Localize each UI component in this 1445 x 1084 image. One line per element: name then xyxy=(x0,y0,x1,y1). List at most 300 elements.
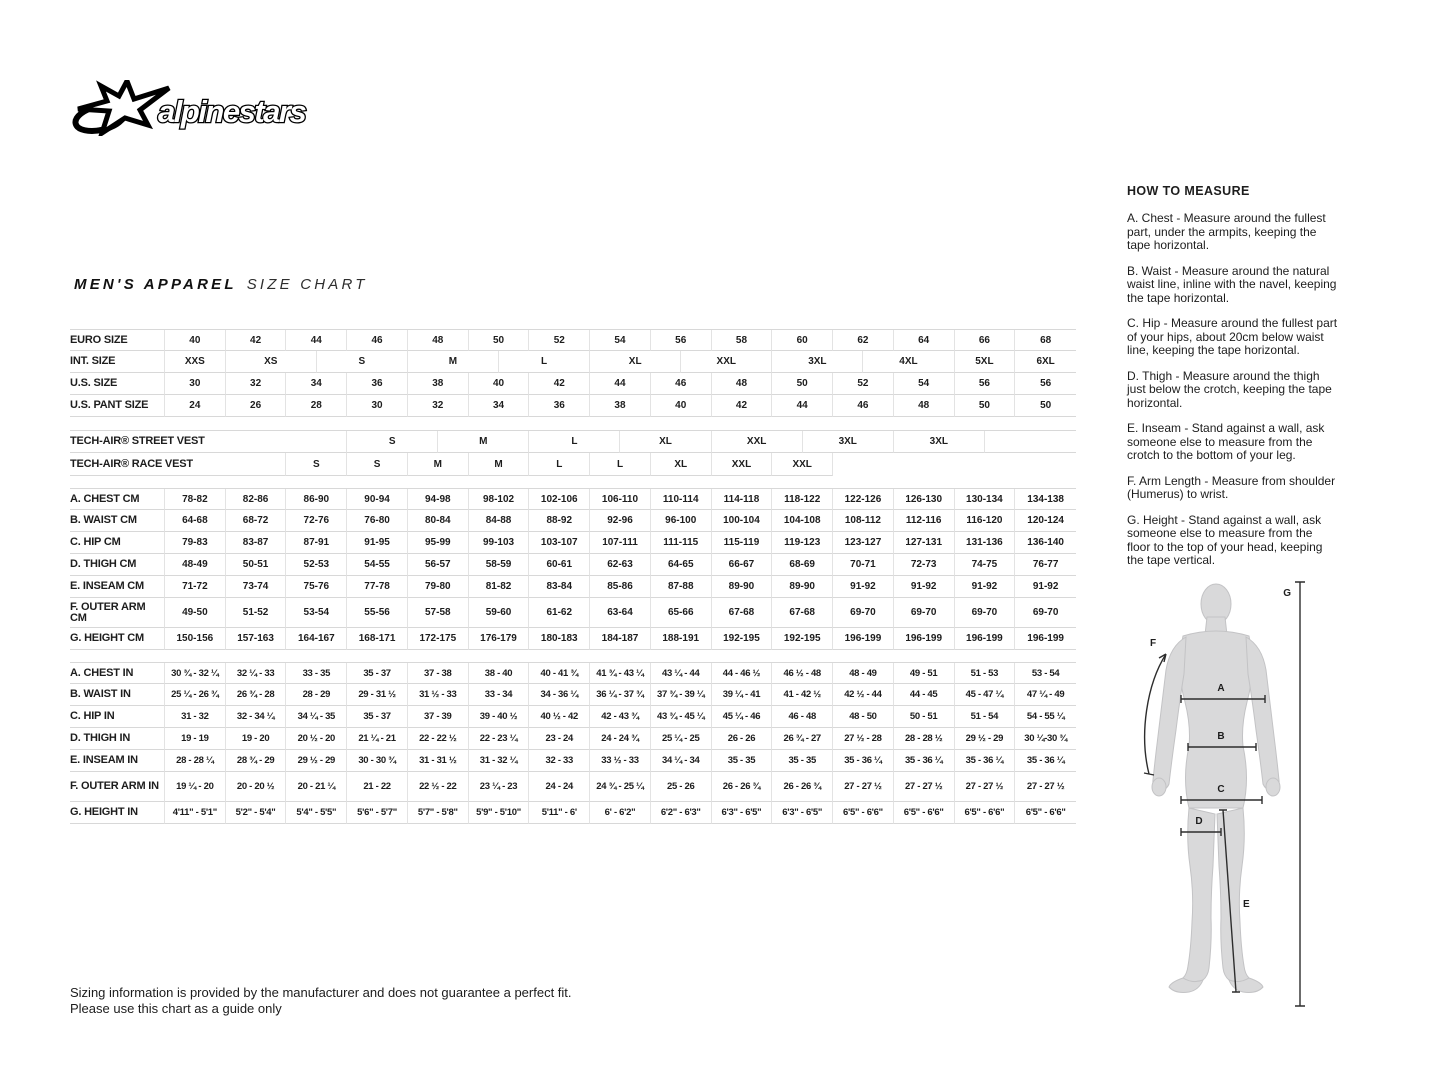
measure-paragraphs xyxy=(1127,212,1339,568)
size-cell: 85-86 xyxy=(590,576,651,598)
size-cell: 89-90 xyxy=(712,576,773,598)
size-cell: 110-114 xyxy=(651,489,712,510)
size-cell: 30 ¾ - 32 ¼ xyxy=(165,663,226,684)
table-row xyxy=(70,510,1076,532)
size-cell: 68 xyxy=(1015,330,1076,351)
table-row xyxy=(70,532,1076,554)
size-cell: 100-104 xyxy=(712,510,773,532)
table-row xyxy=(70,395,1076,417)
size-cell: XXL xyxy=(712,431,803,453)
size-cell: 44 - 45 xyxy=(894,684,955,706)
size-cell: 122-126 xyxy=(833,489,894,510)
table-block-cm xyxy=(70,488,1076,650)
size-cell: 46 xyxy=(833,395,894,417)
size-cell: 21 - 22 xyxy=(347,772,408,802)
size-cell: 40 xyxy=(165,330,226,351)
size-cell: 38 - 40 xyxy=(469,663,530,684)
size-cell: 35 - 36 ¼ xyxy=(955,750,1016,772)
size-cell: 45 ¼ - 46 xyxy=(712,706,773,728)
size-cell: 51 - 53 xyxy=(955,663,1016,684)
row-label: F. OUTER ARM IN xyxy=(70,772,165,802)
size-cell: 27 - 27 ½ xyxy=(833,772,894,802)
size-cell: 32 ¼ - 33 xyxy=(226,663,287,684)
size-cell: 54 - 55 ¼ xyxy=(1015,706,1076,728)
size-cell: 63-64 xyxy=(590,598,651,628)
size-cell: 19 - 20 xyxy=(226,728,287,750)
measure-paragraph: A. Chest - Measure around the fullest part, under the armpits, keeping the tape horizontal. xyxy=(1127,211,1326,252)
size-cell: 50 xyxy=(1015,395,1076,417)
size-cell: 37 - 39 xyxy=(408,706,469,728)
size-cell: 127-131 xyxy=(894,532,955,554)
body-diagram xyxy=(1133,574,1311,1016)
size-cell: 3XL xyxy=(803,431,894,453)
size-cell: 172-175 xyxy=(408,628,469,650)
size-cell: 42 xyxy=(226,330,287,351)
size-cell: 196-199 xyxy=(894,628,955,650)
size-cell: 61-62 xyxy=(529,598,590,628)
size-cell: 64-68 xyxy=(165,510,226,532)
size-cell: 67-68 xyxy=(712,598,773,628)
size-cell: S xyxy=(347,431,438,453)
size-cell: 94-98 xyxy=(408,489,469,510)
size-cell: 106-110 xyxy=(590,489,651,510)
size-cell: 52-53 xyxy=(286,554,347,576)
size-cell: 24 ¾ - 25 ¼ xyxy=(590,772,651,802)
size-cell: 44 xyxy=(772,395,833,417)
brand-wordmark: alpinestars xyxy=(158,94,306,129)
size-cell: 87-91 xyxy=(286,532,347,554)
size-cell: 78-82 xyxy=(165,489,226,510)
size-cell: 38 xyxy=(408,373,469,395)
size-cell: 130-134 xyxy=(955,489,1016,510)
size-cell: 192-195 xyxy=(772,628,833,650)
size-cell: 42 xyxy=(712,395,773,417)
size-cell: 32 - 34 ¼ xyxy=(226,706,287,728)
size-cell: 64-65 xyxy=(651,554,712,576)
table-row xyxy=(70,772,1076,802)
size-cell: 104-108 xyxy=(772,510,833,532)
size-cell: 81-82 xyxy=(469,576,530,598)
size-cell: XXL xyxy=(681,351,772,373)
table-row xyxy=(70,453,1076,476)
size-cell: 31 - 31 ½ xyxy=(408,750,469,772)
size-cell: 67-68 xyxy=(772,598,833,628)
size-cell: 33 ½ - 33 xyxy=(590,750,651,772)
row-label: EURO SIZE xyxy=(70,330,165,351)
measure-paragraph: C. Hip - Measure around the fullest part of your hips, about 20cm below waist line, keeping the tape horizontal. xyxy=(1127,316,1338,357)
size-cell: L xyxy=(529,431,620,453)
size-cell: 34 ¼ - 35 xyxy=(286,706,347,728)
size-cell: 35 - 37 xyxy=(347,706,408,728)
size-cell: 48 - 49 xyxy=(833,663,894,684)
size-cell: 23 ¼ - 23 xyxy=(469,772,530,802)
size-cell: 88-92 xyxy=(529,510,590,532)
size-cell: 51 - 54 xyxy=(955,706,1016,728)
size-cell: 36 ¼ - 37 ¾ xyxy=(590,684,651,706)
size-cell: 42 - 43 ¾ xyxy=(590,706,651,728)
size-cell: 22 ½ - 22 xyxy=(408,772,469,802)
size-cell: 196-199 xyxy=(955,628,1016,650)
size-cell: 26 - 26 ¾ xyxy=(772,772,833,802)
size-cell: 5'11" - 6' xyxy=(529,802,590,824)
size-cell: 91-92 xyxy=(955,576,1016,598)
size-cell: 25 - 26 xyxy=(651,772,712,802)
size-cell: 6XL xyxy=(1015,351,1076,373)
size-cell: 6'5" - 6'6" xyxy=(955,802,1016,824)
size-cell: 71-72 xyxy=(165,576,226,598)
size-cell: 40 xyxy=(651,395,712,417)
size-cell: 28 ¾ - 29 xyxy=(226,750,287,772)
size-cell: 25 ¼ - 26 ¾ xyxy=(165,684,226,706)
size-cell: 95-99 xyxy=(408,532,469,554)
size-cell: 92-96 xyxy=(590,510,651,532)
table-block-inches xyxy=(70,662,1076,824)
size-cell: 38 xyxy=(590,395,651,417)
size-cell: 6'3" - 6'5" xyxy=(712,802,773,824)
size-cell: 46 xyxy=(347,330,408,351)
size-cell: 96-100 xyxy=(651,510,712,532)
size-cell: XXS xyxy=(165,351,226,373)
size-cell: 180-183 xyxy=(529,628,590,650)
size-cell: M xyxy=(408,351,499,373)
size-cell: 26 xyxy=(226,395,287,417)
size-cell: 19 - 19 xyxy=(165,728,226,750)
size-cell: 111-115 xyxy=(651,532,712,554)
size-cell: 29 ½ - 29 xyxy=(286,750,347,772)
size-cell: 50 xyxy=(772,373,833,395)
size-cell: XXL xyxy=(712,453,773,476)
size-cell: 108-112 xyxy=(833,510,894,532)
size-cell: 90-94 xyxy=(347,489,408,510)
size-cell: 118-122 xyxy=(772,489,833,510)
size-cell: 35 - 35 xyxy=(712,750,773,772)
table-row xyxy=(70,706,1076,728)
diagram-label-hip: C xyxy=(1217,784,1225,795)
size-cell: 131-136 xyxy=(955,532,1016,554)
size-cell: 35 - 36 ¼ xyxy=(1015,750,1076,772)
size-cell: 29 ½ - 29 xyxy=(955,728,1016,750)
size-cell: 49 - 51 xyxy=(894,663,955,684)
size-cell: 184-187 xyxy=(590,628,651,650)
size-cell: 50-51 xyxy=(226,554,287,576)
size-cell: 112-116 xyxy=(894,510,955,532)
body-silhouette xyxy=(1149,584,1280,992)
size-cell: XL xyxy=(590,351,681,373)
empty-cell xyxy=(985,431,1076,453)
size-cell: 62-63 xyxy=(590,554,651,576)
size-cell: 98-102 xyxy=(469,489,530,510)
row-label: E. INSEAM CM xyxy=(70,576,165,598)
table-block-tech_air xyxy=(70,430,1076,476)
row-label: INT. SIZE xyxy=(70,351,165,373)
size-cell: 30 xyxy=(165,373,226,395)
size-cell: 4XL xyxy=(863,351,954,373)
row-label: A. CHEST CM xyxy=(70,489,165,510)
size-cell: 39 ¼ - 41 xyxy=(712,684,773,706)
page-title xyxy=(74,276,368,293)
size-cell: 69-70 xyxy=(833,598,894,628)
size-cell: 6'5" - 6'6" xyxy=(1015,802,1076,824)
size-cell: 21 ¼ - 21 xyxy=(347,728,408,750)
size-cell: 3XL xyxy=(772,351,863,373)
table-row xyxy=(70,598,1076,628)
row-label: U.S. SIZE xyxy=(70,373,165,395)
size-cell: 84-88 xyxy=(469,510,530,532)
size-cell: 4'11" - 5'1" xyxy=(165,802,226,824)
table-row xyxy=(70,628,1076,650)
size-cell: 79-83 xyxy=(165,532,226,554)
size-cell: 52 xyxy=(529,330,590,351)
size-cell: 54 xyxy=(894,373,955,395)
size-cell: 83-87 xyxy=(226,532,287,554)
size-cell: 51-52 xyxy=(226,598,287,628)
row-label: B. WAIST IN xyxy=(70,684,165,706)
size-cell: XS xyxy=(226,351,317,373)
size-cell: 157-163 xyxy=(226,628,287,650)
size-cell: 26 ¾ - 27 xyxy=(772,728,833,750)
measure-paragraph: E. Inseam - Stand against a wall, ask someone else to measure from the crotch to the bottom of your leg. xyxy=(1127,421,1325,462)
size-cell: 50 xyxy=(469,330,530,351)
size-cell: 43 ¾ - 45 ¼ xyxy=(651,706,712,728)
size-cell: 41 ¾ - 43 ¼ xyxy=(590,663,651,684)
size-cell: 73-74 xyxy=(226,576,287,598)
brand-logo xyxy=(72,80,324,136)
size-cell: 120-124 xyxy=(1015,510,1076,532)
size-cell: 150-156 xyxy=(165,628,226,650)
size-cell: 34 - 36 ¼ xyxy=(529,684,590,706)
size-cell: 48-49 xyxy=(165,554,226,576)
size-cell: 35 - 36 ¼ xyxy=(833,750,894,772)
size-cell: 28 xyxy=(286,395,347,417)
size-cell: 34 xyxy=(469,395,530,417)
size-cell: 19 ¼ - 20 xyxy=(165,772,226,802)
size-cell: 54-55 xyxy=(347,554,408,576)
row-label: C. HIP CM xyxy=(70,532,165,554)
title-primary: MEN'S APPAREL xyxy=(74,276,237,293)
size-cell: 77-78 xyxy=(347,576,408,598)
size-cell: 50 - 51 xyxy=(894,706,955,728)
size-cell: 41 - 42 ½ xyxy=(772,684,833,706)
table-row xyxy=(70,728,1076,750)
size-cell: 188-191 xyxy=(651,628,712,650)
size-cell: 34 xyxy=(286,373,347,395)
table-row xyxy=(70,351,1076,373)
size-cell: 53 - 54 xyxy=(1015,663,1076,684)
size-cell: 42 xyxy=(529,373,590,395)
size-cell: 164-167 xyxy=(286,628,347,650)
size-cell: 30 - 30 ¾ xyxy=(347,750,408,772)
size-cell: 5XL xyxy=(955,351,1016,373)
size-cell: 168-171 xyxy=(347,628,408,650)
measure-panel xyxy=(1127,184,1339,580)
size-cell: 40 - 41 ¾ xyxy=(529,663,590,684)
size-cell: XXL xyxy=(772,453,833,476)
size-cell: 42 ½ - 44 xyxy=(833,684,894,706)
size-cell: 39 - 40 ½ xyxy=(469,706,530,728)
size-cell: 68-72 xyxy=(226,510,287,532)
size-cell: 54 xyxy=(590,330,651,351)
size-cell: 26 ¾ - 28 xyxy=(226,684,287,706)
size-cell: 28 - 29 xyxy=(286,684,347,706)
measurement-line-height xyxy=(1295,582,1305,1006)
size-cell: 27 - 27 ½ xyxy=(1015,772,1076,802)
row-label: G. HEIGHT CM xyxy=(70,628,165,650)
size-cell: 34 ¼ - 34 xyxy=(651,750,712,772)
size-cell: 28 - 28 ½ xyxy=(894,728,955,750)
size-cell: 23 - 24 xyxy=(529,728,590,750)
size-cell: 27 - 27 ½ xyxy=(955,772,1016,802)
size-cell: 76-80 xyxy=(347,510,408,532)
size-cell: 30 ¼-30 ¾ xyxy=(1015,728,1076,750)
size-cell: S xyxy=(286,453,347,476)
size-cell: 25 ¼ - 25 xyxy=(651,728,712,750)
size-cell: 44 xyxy=(590,373,651,395)
table-row xyxy=(70,684,1076,706)
size-cell: 91-92 xyxy=(833,576,894,598)
diagram-label-thigh: D xyxy=(1195,816,1203,827)
size-cell: 45 - 47 ¼ xyxy=(955,684,1016,706)
size-cell: 48 xyxy=(712,373,773,395)
size-cell: 22 - 22 ½ xyxy=(408,728,469,750)
measure-paragraph: D. Thigh - Measure around the thigh just below the crotch, keeping the tape horizontal. xyxy=(1127,368,1332,410)
diagram-label-waist: B xyxy=(1217,731,1225,742)
size-cell: 82-86 xyxy=(226,489,287,510)
size-cell: 176-179 xyxy=(469,628,530,650)
table-block-sizes xyxy=(70,329,1076,417)
size-cell: 32 xyxy=(226,373,287,395)
size-cell: 43 ¼ - 44 xyxy=(651,663,712,684)
row-label: U.S. PANT SIZE xyxy=(70,395,165,417)
size-table xyxy=(70,329,1076,824)
size-cell: 52 xyxy=(833,373,894,395)
row-label: B. WAIST CM xyxy=(70,510,165,532)
size-cell: 76-77 xyxy=(1015,554,1076,576)
size-cell: 119-123 xyxy=(772,532,833,554)
size-cell: 5'7" - 5'8" xyxy=(408,802,469,824)
size-cell: 30 xyxy=(347,395,408,417)
size-cell: 49-50 xyxy=(165,598,226,628)
size-cell: 99-103 xyxy=(469,532,530,554)
size-cell: 72-76 xyxy=(286,510,347,532)
size-cell: 6'3" - 6'5" xyxy=(772,802,833,824)
size-cell: 24 - 24 xyxy=(529,772,590,802)
size-cell: 20 ½ - 20 xyxy=(286,728,347,750)
size-cell: S xyxy=(347,453,408,476)
size-cell: 86-90 xyxy=(286,489,347,510)
size-cell: 31 - 32 ¼ xyxy=(469,750,530,772)
size-cell: 5'9" - 5'10" xyxy=(469,802,530,824)
size-cell: 114-118 xyxy=(712,489,773,510)
size-cell: 69-70 xyxy=(955,598,1016,628)
row-label: F. OUTER ARM CM xyxy=(70,598,165,628)
size-cell: 26 - 26 xyxy=(712,728,773,750)
size-cell: 62 xyxy=(833,330,894,351)
size-cell: 58 xyxy=(712,330,773,351)
size-cell: 48 xyxy=(894,395,955,417)
size-cell: 44 - 46 ½ xyxy=(712,663,773,684)
size-cell: 44 xyxy=(286,330,347,351)
size-cell: 31 - 32 xyxy=(165,706,226,728)
size-cell: M xyxy=(438,431,529,453)
row-label: TECH-AIR® STREET VEST xyxy=(70,431,347,453)
row-label: D. THIGH IN xyxy=(70,728,165,750)
size-cell: 91-92 xyxy=(894,576,955,598)
size-cell: M xyxy=(469,453,530,476)
size-cell: 58-59 xyxy=(469,554,530,576)
size-cell: 37 - 38 xyxy=(408,663,469,684)
size-cell: 3XL xyxy=(894,431,985,453)
size-cell: 60 xyxy=(772,330,833,351)
size-cell: 196-199 xyxy=(1015,628,1076,650)
size-cell: 6'5" - 6'6" xyxy=(894,802,955,824)
size-cell: 32 - 33 xyxy=(529,750,590,772)
size-cell: 102-106 xyxy=(529,489,590,510)
size-cell: 192-195 xyxy=(712,628,773,650)
size-cell: 35 - 35 xyxy=(772,750,833,772)
size-cell: 196-199 xyxy=(833,628,894,650)
size-cell: 46 ½ - 48 xyxy=(772,663,833,684)
disclaimer xyxy=(70,985,572,1017)
size-cell: 83-84 xyxy=(529,576,590,598)
measure-title: HOW TO MEASURE xyxy=(1127,184,1250,198)
size-cell: 72-73 xyxy=(894,554,955,576)
size-cell: 66-67 xyxy=(712,554,773,576)
size-cell: 33 - 34 xyxy=(469,684,530,706)
size-cell: 53-54 xyxy=(286,598,347,628)
size-cell: 116-120 xyxy=(955,510,1016,532)
size-cell: 64 xyxy=(894,330,955,351)
table-row xyxy=(70,750,1076,772)
size-cell: 66 xyxy=(955,330,1016,351)
size-cell: 91-92 xyxy=(1015,576,1076,598)
size-cell: 134-138 xyxy=(1015,489,1076,510)
measure-paragraph: G. Height - Stand against a wall, ask someone else to measure from the floor to the top of your head, keeping the tape vertical. xyxy=(1127,512,1323,567)
size-cell: 32 xyxy=(408,395,469,417)
size-cell: 5'6" - 5'7" xyxy=(347,802,408,824)
size-cell: 22 - 23 ¼ xyxy=(469,728,530,750)
size-cell: 36 xyxy=(347,373,408,395)
size-cell: XL xyxy=(651,453,712,476)
size-cell: 24 - 24 ¾ xyxy=(590,728,651,750)
size-cell: 40 ½ - 42 xyxy=(529,706,590,728)
table-row xyxy=(70,329,1076,351)
size-cell: 56 xyxy=(651,330,712,351)
size-cell: 74-75 xyxy=(955,554,1016,576)
size-cell: 24 xyxy=(165,395,226,417)
table-row xyxy=(70,576,1076,598)
measure-paragraph: F. Arm Length - Measure from shoulder (Humerus) to wrist. xyxy=(1127,473,1336,501)
size-cell: 60-61 xyxy=(529,554,590,576)
size-cell: 6'5" - 6'6" xyxy=(833,802,894,824)
table-row xyxy=(70,662,1076,684)
size-cell: 20 - 21 ¼ xyxy=(286,772,347,802)
size-cell: 29 - 31 ½ xyxy=(347,684,408,706)
size-cell: 57-58 xyxy=(408,598,469,628)
size-cell: 35 - 36 ¼ xyxy=(894,750,955,772)
size-cell: 56-57 xyxy=(408,554,469,576)
size-cell: 5'2" - 5'4" xyxy=(226,802,287,824)
size-cell: 115-119 xyxy=(712,532,773,554)
size-cell: 59-60 xyxy=(469,598,530,628)
size-cell: 6'2" - 6'3" xyxy=(651,802,712,824)
diagram-label-chest: A xyxy=(1217,683,1225,694)
size-cell: 36 xyxy=(529,395,590,417)
size-cell: 47 ¼ - 49 xyxy=(1015,684,1076,706)
disclaimer-line-1: Sizing information is provided by the manufacturer and does not guarantee a perfect fit. xyxy=(70,985,572,1000)
size-cell: 68-69 xyxy=(772,554,833,576)
size-cell: 107-111 xyxy=(590,532,651,554)
size-cell: 31 ½ - 33 xyxy=(408,684,469,706)
